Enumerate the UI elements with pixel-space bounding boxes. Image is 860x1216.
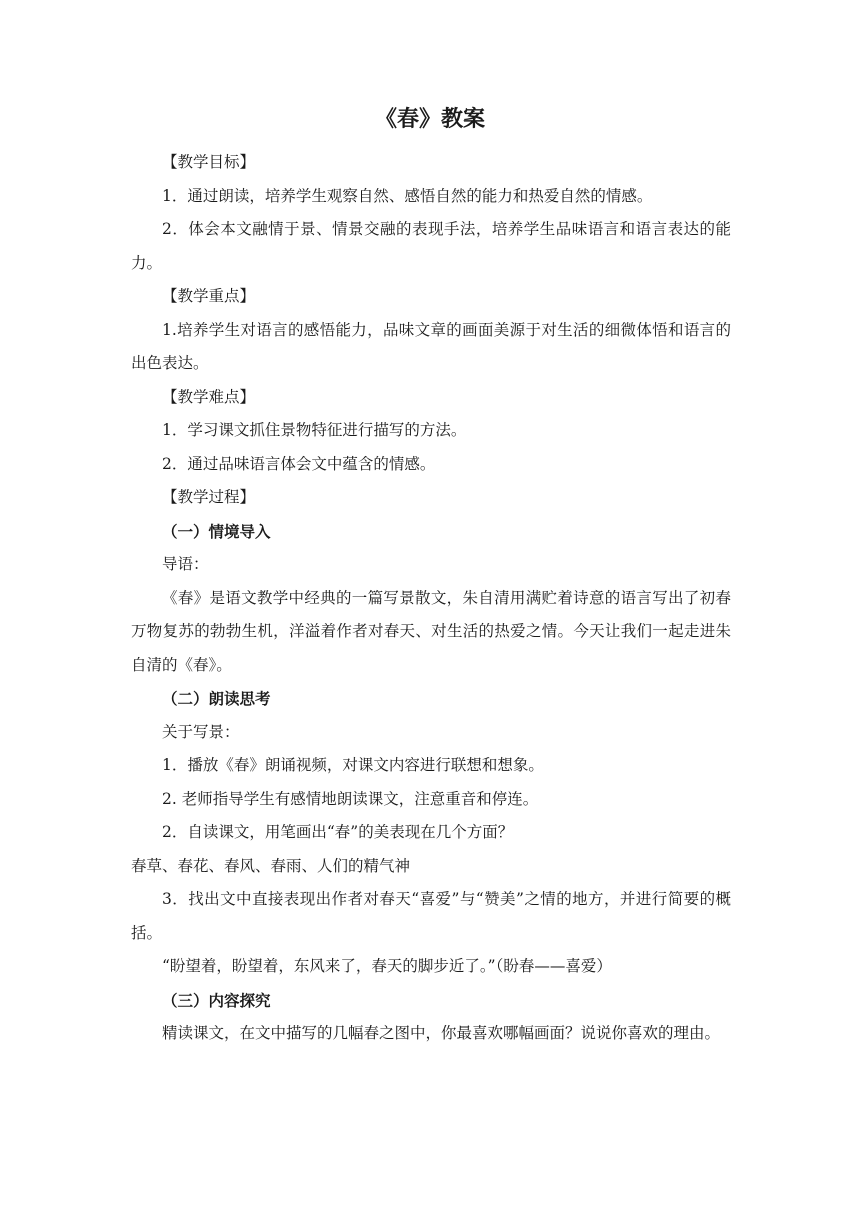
step2-heading: （二）朗读思考 xyxy=(162,689,271,708)
document-title: 《春》教案 xyxy=(374,106,485,132)
step1-heading: （一）情境导入 xyxy=(162,521,271,541)
intro-text: 《春》是语文教学中经典的一篇写景散文，朱自清用满贮着诗意的语言写出了初春万物复苏的勃勃生机，洋溢着作者对春天、对生活的热爱之情。今天让我们一起走进朱自清的《春》。 xyxy=(131,588,731,674)
read-item-3-answer: 春草、春花、春风、春雨、人们的精气神 xyxy=(131,856,411,875)
difficulty-item-1: 1．学习课文抓住景物特征进行描写的方法。 xyxy=(162,421,467,439)
read-item-2: 2. 老师指导学生有感情地朗读课文，注意重音和停连。 xyxy=(162,789,539,808)
difficulty-heading: 【教学难点】 xyxy=(162,387,256,406)
intro-label: 导语： xyxy=(162,555,209,573)
goal-item-1: 1．通过朗读，培养学生观察自然、感悟自然的能力和热爱自然的情感。 xyxy=(162,186,653,205)
goals-heading: 【教学目标】 xyxy=(162,153,256,171)
read-item-1: 1．播放《春》朗诵视频，对课文内容进行联想和想象。 xyxy=(162,756,544,774)
focus-heading: 【教学重点】 xyxy=(162,287,256,305)
difficulty-item-2: 2．通过品味语言体会文中蕴含的情感。 xyxy=(162,454,436,473)
process-heading: 【教学过程】 xyxy=(162,488,256,506)
read-item-3: 2．自读课文，用笔画出“春”的美表现在几个方面？ xyxy=(162,823,514,841)
scenery-label: 关于写景： xyxy=(162,722,240,741)
read-item-4-quote: “盼望着，盼望着，东风来了，春天的脚步近了。”（盼春——喜爱） xyxy=(162,957,612,975)
explore-text: 精读课文，在文中描写的几幅春之图中，你最喜欢哪幅画面？说说你喜欢的理由。 xyxy=(162,1024,721,1042)
goal-item-2: 2．体会本文融情于景、情景交融的表现手法，培养学生品味语言和语言表达的能力。 xyxy=(131,220,731,272)
step3-heading: （三）内容探究 xyxy=(162,990,271,1010)
document-body xyxy=(131,146,731,1051)
focus-item-1: 1.培养学生对语言的感悟能力，品味文章的画面美源于对生活的细微体悟和语言的出色表达。 xyxy=(131,320,731,372)
read-item-4: 3．找出文中直接表现出作者对春天“喜爱”与“赞美”之情的地方，并进行简要的概括。 xyxy=(131,890,731,942)
